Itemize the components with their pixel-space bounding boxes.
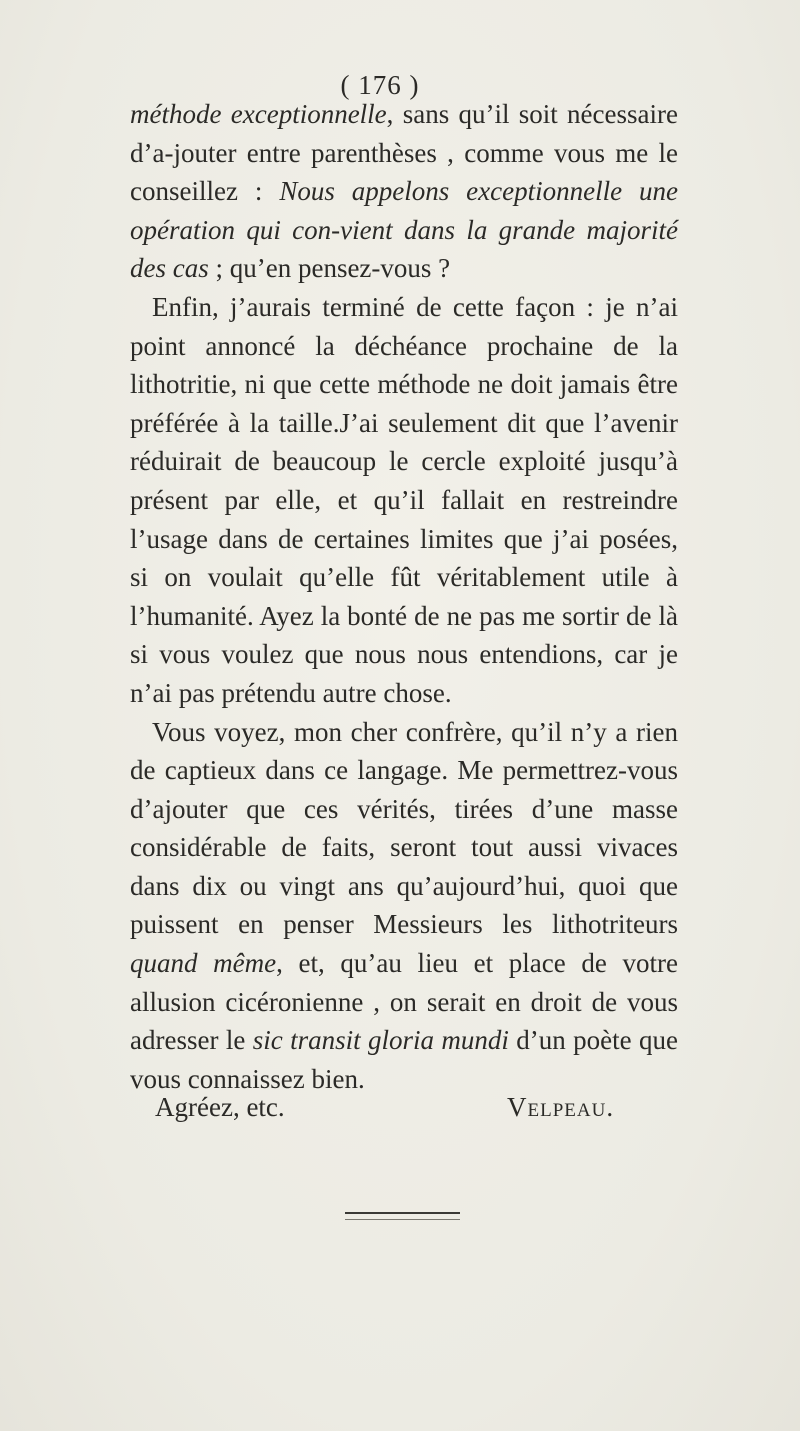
paragraph-enfin [130, 288, 678, 713]
text-segment: Vous voyez, mon cher confrère, qu’il n’y a rien de captieux dans ce langage. Me permettrez-vous d’ajouter que ces vérités, tirées d’une masse considérable de faits, seront tout aussi vivaces dans dix ou vingt ans qu’aujourd’hui, quoi que puissent en penser Messieurs les lithotriteurs [130, 716, 678, 940]
closing-line [0, 1092, 800, 1132]
text-segment: d’un poète que vous connaissez bien. [130, 1025, 679, 1094]
text-segment: , sans qu’il soit nécessaire d’a-jouter entre parenthèses , comme vous me le conseillez : [130, 99, 678, 207]
text-segment-italic: sic transit gloria mundi [252, 1025, 509, 1056]
paragraph-vous-voyez [130, 713, 678, 1099]
text-segment: , et, qu’au lieu et place de votre allusion cicéronienne , on serait en droit de vous adresser le [130, 948, 678, 1056]
end-rule-thin [345, 1219, 460, 1220]
page-number: ( 176 ) [340, 70, 420, 100]
body-text [130, 95, 678, 1098]
text-segment-italic: quand même [130, 948, 277, 979]
text-segment-italic: Nous appelons exceptionnelle une opération qui con-vient dans la grande majorité des cas [130, 176, 678, 284]
text-segment: Enfin, j’aurais terminé de cette façon : je n’ai point annoncé la déchéance prochaine de la lithotritie, ni que cette méthode ne doit jamais être préférée à la taille.J’ai seulement dit que l’avenir réduirait de beaucoup le cercle exploité jusqu’à présent par elle, et qu’il fallait en restreindre l’usage dans de certaines limites que j’ai posées, si on voulait qu’elle fût véritablement utile à l’humanité. Ayez la bonté de ne pas me sortir de là si vous voulez que nous nous entendions, car je n’ai pas prétendu autre chose. [130, 291, 678, 708]
text-segment-italic: méthode exceptionnelle [130, 99, 387, 129]
paragraph-continuation [130, 95, 678, 288]
end-rule [345, 1212, 460, 1214]
salutation: Agréez, etc. [155, 1092, 285, 1122]
signature: Velpeau. [507, 1092, 615, 1122]
text-segment: ; qu’en pensez-vous ? [208, 253, 451, 284]
